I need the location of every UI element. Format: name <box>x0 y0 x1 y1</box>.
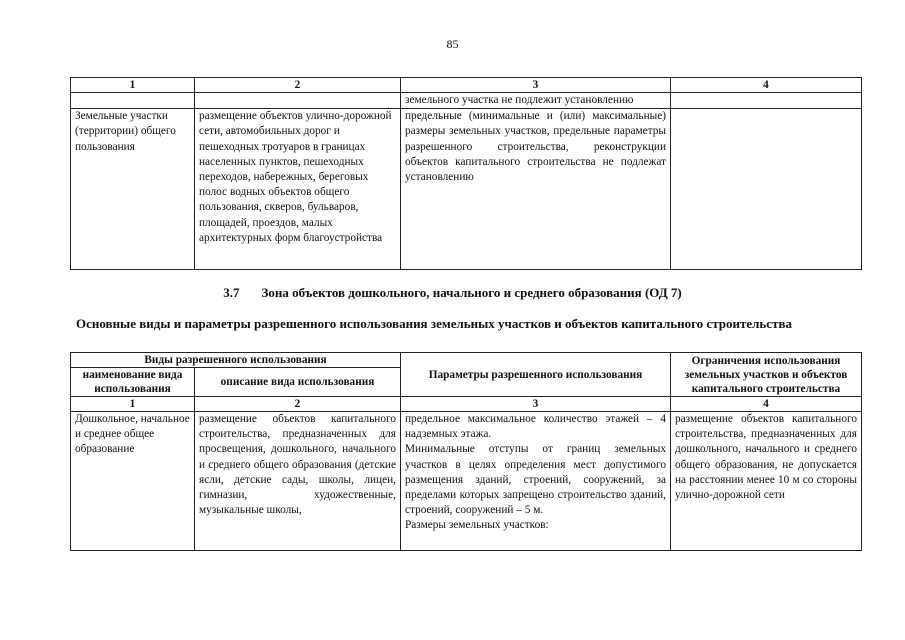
use-parameters: предельные (минимальные и (или) максимальные) размеры земельных участков, предельные параметры разрешенного строительства, реконструкции объектов капитального строительства не подлежат установлению <box>401 109 671 270</box>
land-use-table-continued <box>70 77 862 270</box>
section-title <box>0 285 905 301</box>
restrictions-header: Ограничения использования земельных участков и объектов капитального строительства <box>671 353 862 397</box>
use-type-name: Дошкольное, начальное и среднее общее образование <box>75 413 190 456</box>
section-subtitle: Основные виды и параметры разрешенного использования земельных участков и объектов капитального строительства <box>76 316 792 331</box>
column-number: 3 <box>401 78 671 93</box>
page-number: 85 <box>446 37 459 51</box>
continuation-row <box>71 93 862 109</box>
parameter-floors: предельное максимальное количество этажей – 4 надземных этажа. <box>405 413 666 441</box>
group-header: Виды разрешенного использования <box>71 353 401 368</box>
name-header: наименование вида использования <box>71 368 195 397</box>
column-number: 4 <box>671 397 862 412</box>
column-number: 2 <box>195 397 401 412</box>
group-header-row <box>71 353 862 368</box>
use-type-description: размещение объектов улично-дорожной сети, автомобильных дорог и пешеходных тротуаров в границах населенных пунктов, пешеходных переходов, набережных, береговых полос водных объектов общего пользования, скверов, бульваров, площадей, проездов, малых архитектурных форм благоустройства <box>195 109 401 270</box>
column-number-row <box>71 397 862 412</box>
section-number: 3.7 <box>223 285 240 300</box>
column-number: 4 <box>671 78 862 93</box>
column-number: 3 <box>401 397 671 412</box>
parameters-header: Параметры разрешенного использования <box>401 353 671 397</box>
use-restrictions <box>671 109 862 270</box>
description-header: описание вида использования <box>195 368 401 397</box>
use-type-name: Земельные участки (территории) общего пользования <box>71 109 195 270</box>
use-type-description: размещение объектов капитального строительства, предназначенных для просвещения, дошкольного, начального и среднего общего образования (детские ясли, детские сады, школы, лицеи, гимназии, художественные, музыкальные школы, <box>199 413 396 517</box>
continuation-text: земельного участка не подлежит установлению <box>401 93 671 109</box>
column-number: 1 <box>71 397 195 412</box>
table-row <box>71 412 862 551</box>
table-row <box>71 109 862 270</box>
use-restrictions: размещение объектов капитального строительства, предназначенных для дошкольного, начального и среднего общего образования, не допускается на расстоянии менее 10 м со стороны улично-дорожной сети <box>675 413 857 502</box>
column-number: 1 <box>71 78 195 93</box>
parameter-plot-sizes: Размеры земельных участков: <box>405 519 549 532</box>
land-use-table <box>70 352 862 551</box>
use-parameters <box>405 412 666 550</box>
section-title-text: Зона объектов дошкольного, начального и среднего образования (ОД 7) <box>261 285 682 300</box>
column-number: 2 <box>195 78 401 93</box>
parameter-setbacks: Минимальные отступы от границ земельных участков в целях определения мест допустимого размещения зданий, строений, сооружений, за пределами которых запрещено строительство зданий, строений, сооружений – 5 м. <box>405 443 666 517</box>
column-number-row <box>71 78 862 93</box>
